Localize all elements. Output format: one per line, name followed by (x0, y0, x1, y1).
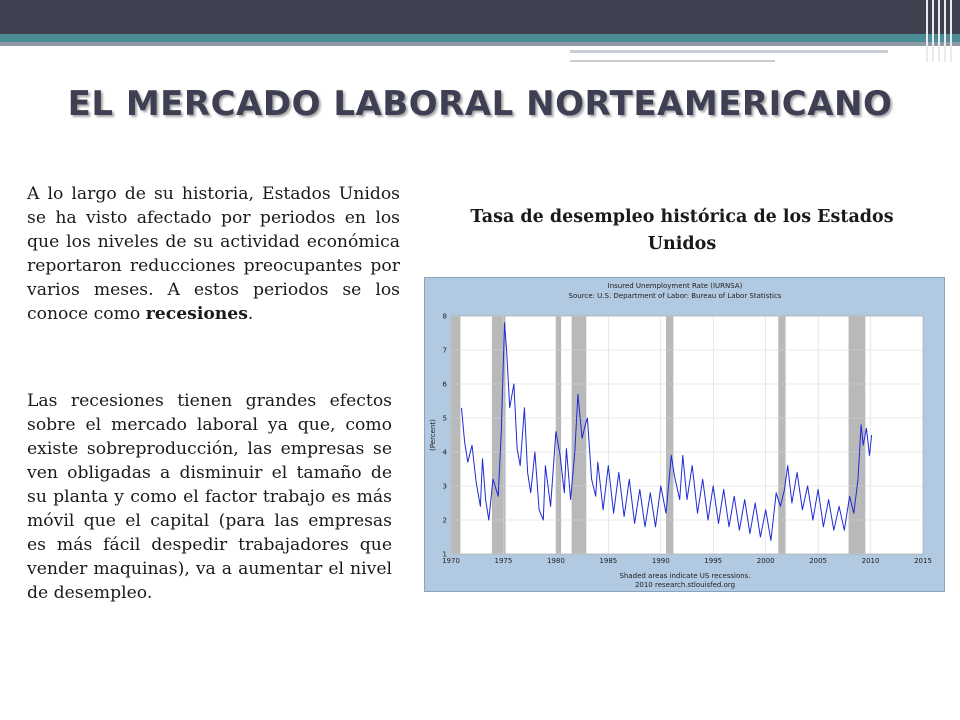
page-title: EL MERCADO LABORAL NORTEAMERICANO (67, 84, 893, 124)
top-banner-stripe (0, 42, 960, 46)
x-tick-label: 2005 (809, 557, 828, 565)
recession-band (451, 316, 460, 554)
x-tick-label: 2010 (861, 557, 880, 565)
chart-footnote-recessions: Shaded areas indicate US recessions. (619, 572, 751, 580)
chart-container (424, 277, 945, 592)
x-tick-label: 1985 (599, 557, 618, 565)
chart-caption: Tasa de desempleo histórica de los Estados Unidos (470, 207, 894, 254)
recession-band (778, 316, 785, 554)
y-tick-label: 5 (442, 414, 447, 423)
y-tick-label: 7 (442, 346, 447, 355)
y-axis-label: (Percent) (429, 419, 437, 451)
x-tick-label: 1975 (494, 557, 513, 565)
unemployment-chart (425, 278, 946, 593)
recession-band (849, 316, 866, 554)
top-banner-accent (0, 34, 960, 42)
chart-subtitle: Source: U.S. Department of Labor: Bureau of Labor Statistics (568, 292, 782, 300)
decorative-vertical-lines (924, 0, 954, 62)
top-banner-bar (0, 0, 960, 34)
recession-band (666, 316, 673, 554)
paragraph-intro-text: A lo largo de su historia, Estados Unidos se ha visto afectado por periodos en los que los niveles de su actividad económica reportaron reducciones preocupantes por varios meses. A estos periodos se los conoce como (27, 184, 400, 324)
y-tick-label: 4 (442, 448, 447, 457)
recession-band (572, 316, 587, 554)
y-tick-label: 1 (442, 550, 447, 559)
paragraph-effects: Las recesiones tienen grandes efectos sobre el mercado laboral ya que, como existe sobreproducción, las empresas se ven obligadas a disminuir el tamaño de su planta y como el factor trabajo es más móvil que el capital (para las empresas es más fácil despedir trabajadores que vender maquinas), va a aumentar el nivel de desempleo. (27, 391, 392, 603)
chart-footnote-source: 2010 research.stlouisfed.org (634, 581, 736, 589)
y-tick-label: 6 (442, 380, 447, 389)
chart-title: Insured Unemployment Rate (IURNSA) (607, 282, 743, 290)
x-tick-label: 1995 (704, 557, 723, 565)
decorative-line (570, 50, 888, 53)
decorative-line (570, 60, 775, 62)
x-tick-label: 1980 (546, 557, 565, 565)
y-tick-label: 8 (442, 312, 447, 321)
paragraph-intro-end: . (247, 304, 254, 324)
x-tick-label: 1990 (651, 557, 670, 565)
x-tick-label: 1970 (442, 557, 460, 565)
y-tick-label: 2 (442, 516, 447, 525)
x-tick-label: 2015 (914, 557, 932, 565)
paragraph-intro-bold: recesiones (145, 304, 248, 324)
x-tick-label: 2000 (756, 557, 775, 565)
y-tick-label: 3 (442, 482, 447, 491)
paragraph-intro (27, 182, 400, 326)
